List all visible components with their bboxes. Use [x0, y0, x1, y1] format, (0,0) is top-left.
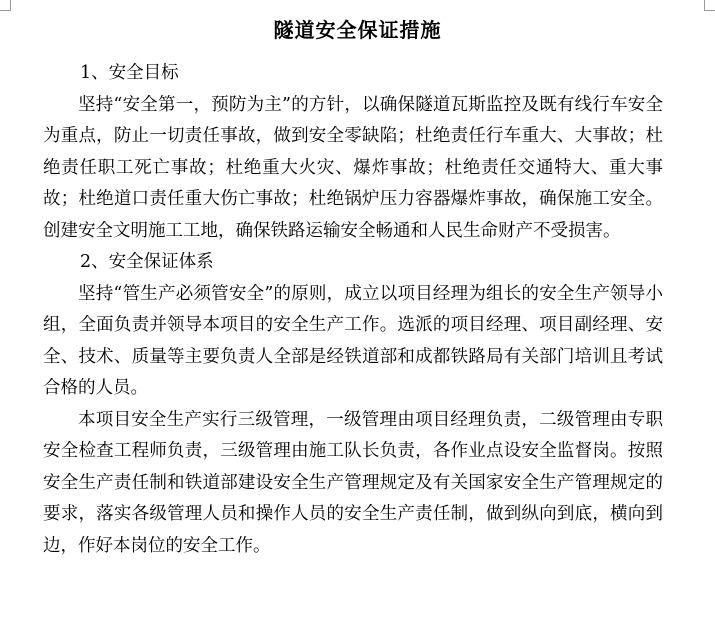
- document-body: [43, 58, 663, 562]
- paragraph-safety-system-management: 本项目安全生产实行三级管理，一级管理由项目经理负责，二级管理由专职安全检查工程师负责，三级管理由施工队长负责，各作业点设安全监督岗。按照安全生产责任制和铁道部建设安全生产管理规定及有关国家安全生产管理规定的要求，落实各级管理人员和操作人员的安全生产责任制，做到纵向到底，横向到边，作好本岗位的安全工作。: [43, 409, 663, 556]
- paragraph-safety-system-organization: 坚持“管生产必须管安全”的原则，成立以项目经理为组长的安全生产领导小组，全面负责并领导本项目的安全生产工作。选派的项目经理、项目副经理、安全、技术、质量等主要负责人全部是经铁道部和成都铁路局有关部门培训且考试合格的人员。: [43, 283, 663, 398]
- page-corner-mark-right: [704, 0, 715, 11]
- document-title: 隧道安全保证措施: [273, 18, 442, 42]
- page-corner-mark-left: [0, 0, 11, 11]
- section-heading-safety-system: 2、安全保证体系: [80, 252, 214, 272]
- paragraph-safety-goal: 坚持“安全第一，预防为主”的方针，以确保隧道瓦斯监控及既有线行车安全为重点，防止一切责任事故，做到安全零缺陷；杜绝责任行车重大、大事故；杜绝责任职工死亡事故；杜绝重大火灾、爆炸事故；杜绝责任交通特大、重大事故；杜绝道口责任重大伤亡事故；杜绝锅炉压力容器爆炸事故，确保施工安全。创建安全文明施工工地，确保铁路运输安全畅通和人民生命财产不受损害。: [43, 94, 663, 241]
- section-heading-safety-goal: 1、安全目标: [80, 63, 179, 83]
